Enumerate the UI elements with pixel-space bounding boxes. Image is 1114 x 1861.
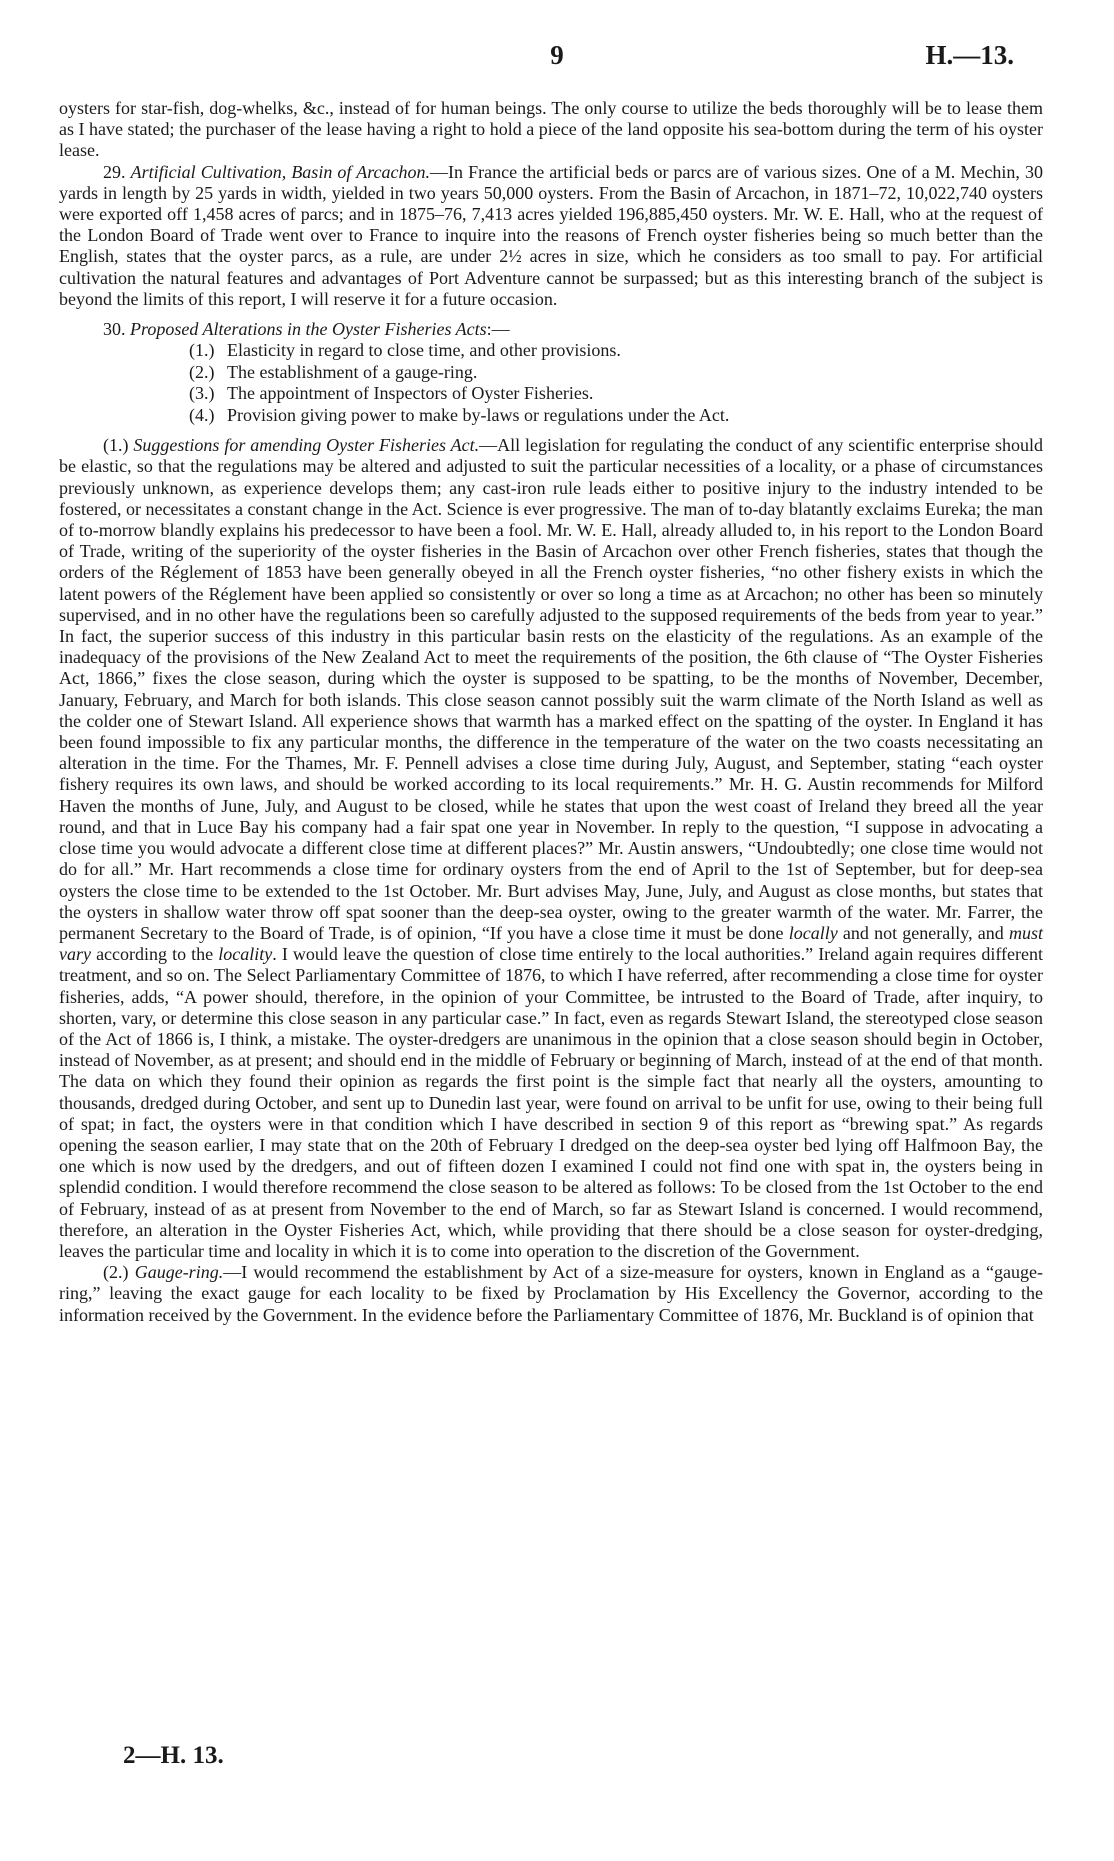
list-item-number: (1.) xyxy=(189,340,215,361)
section-title: Artificial Cultivation, Basin of Arcachon. xyxy=(130,161,431,182)
emphasis: locally xyxy=(788,922,838,943)
list-item-text: Elasticity in regard to close time, and other provisions. xyxy=(227,340,621,361)
list-item-text: The establishment of a gauge-ring. xyxy=(227,361,478,382)
list-item xyxy=(59,340,1043,362)
paragraph-gauge-ring xyxy=(59,1262,1043,1326)
list-item xyxy=(59,405,1043,427)
paragraph-suggestions xyxy=(59,435,1043,1262)
paragraph-text: —All legislation for regulating the conduct of any scientific enterprise should be elastic, so that the regulations may be altered and adjusted to suit the particular necessities of a locality, or a phase of circumstances previously unknown, as experience develops them; any cast-iron rule leads either to positive injury to the industry intended to be fostered, or necessitates a constant change in the Act. Science is ever progressive. The man of to-day blatantly exclaims Eureka; the man of to-morrow blandly explains his predecessor to have been a fool. Mr. W. E. Hall, already alluded to, in his report to the London Board of Trade, writing of the superiority of the oyster fisheries in the Basin of Arcachon over other French fisheries, states that though the orders of the Réglement of 1853 have been generally obeyed in all the French oyster fisheries, “no other fishery exists in which the latent powers of the Réglement have been applied so consistently or over so long a time as at Arcachon; no other has been so minutely supervised, and in no other have the regulations been so carefully adjusted to the supposed requirements of the beds from year to year.” In fact, the superior success of this industry in this particular basin rests on the elasticity of the regulations. As an example of the inadequacy of the provisions of the New Zealand Act to meet the requirements of the position, the 6th clause of “The Oyster Fisheries Act, 1866,” fixes the close season, during which the oyster is supposed to be spatting, to be the months of November, December, January, February, and March for both islands. This close season cannot possibly suit the warm climate of the North Island as well as the colder one of Stewart Island. All experience shows that warmth has a marked effect on the spatting of the oyster. In England it has been found impossible to fix any particular months, the difference in the temperature of the water on the two coasts necessitating an alteration in the time. For the Thames, Mr. F. Pennell advises a close time during July, August, and September, stating “each oyster fishery requires its own laws, and should be worked according to its local requirements.” Mr. H. G. Austin recommends for Milford Haven the months of June, July, and August to be closed, while he states that upon the west coast of Ireland they breed all the year round, and that in Luce Bay his company had a fair spat one year in November. In reply to the question, “I suppose in advocating a close time you would advocate a different close time at different places?” Mr. Austin answers, “Undoubtedly; one close time would not do for all.” Mr. Hart recommends a close time for ordinary oysters from the end of April to the 1st of September, but for deep-sea oysters the close time to be extended to the 1st October. Mr. Burt advises May, June, July, and August as close months, but states that the oysters in shallow water throw off spat sooner than the deep-sea oyster, owing to the greater warmth of the water. Mr. Farrer, the permanent Secretary to the Board of Trade, is of opinion, “If you have a close time it must be done xyxy=(59,435,1043,943)
proposals-list xyxy=(59,340,1043,426)
paragraph-text: and not generally, and xyxy=(837,922,1009,943)
list-item xyxy=(59,383,1043,405)
list-item-text: The appointment of Inspectors of Oyster Fisheries. xyxy=(227,383,594,404)
paragraph-text: . I would leave the question of close time entirely to the local authorities.” Ireland again requires different treatment, and so on. The Select Parliamentary Committee of 1876, to which I have referred, after recommending a close time for oyster fisheries, adds, “A power should, therefore, in the opinion of your Committee, be intrusted to the Board of Trade, after inquiry, to shorten, vary, or determine this close season in any particular case.” In fact, even as regards Stewart Island, the stereotyped close season of the Act of 1866 is, I think, a mistake. The oyster-dredgers are unanimous in the opinion that a close season should begin in October, instead of November, as at present; and should end in the middle of February or beginning of March, instead of at the end of that month. The data on which they found their opinion as regards the first point is the simple fact that nearly all the oysters, amounting to thousands, dredged during October, and sent up to Dunedin last year, were found on arrival to be unfit for use, owing to their being full of spat; in fact, the oysters were in that condition which I have described in section 9 of this report as “brewing spat.” As regards opening the season earlier, I may state that on the 20th of February I dredged on the deep-sea oyster bed lying off Halfmoon Bay, the one which is now used by the dredgers, and out of fifteen dozen I examined I could not find one with spat in, the oysters being in splendid condition. I would therefore recommend the close season to be altered as follows: To be closed from the 1st October to the end of February, instead of as at present from November to the end of March, so far as Stewart Island is concerned. I would recommend, therefore, an alteration in the Oyster Fisheries Act, which, while providing that there should be a close season for oyster-dredging, leaves the particular time and locality in which it is to come into operation to the discretion of the Government. xyxy=(59,944,1043,1261)
paragraph-text: —I would recommend the establishment by Act of a size-measure for oysters, known in England as a “gauge-ring,” leaving the exact gauge for each locality to be fixed by Proclamation by His Excellency the Governor, according to the information received by the Government. In the evidence before the Parliamentary Committee of 1876, Mr. Buckland is of opinion that xyxy=(59,1262,1043,1325)
signature-mark: 2—H. 13. xyxy=(123,1742,224,1769)
paragraph-29 xyxy=(59,162,1043,310)
section-number: 29. xyxy=(103,161,131,182)
list-item-text: Provision giving power to make by-laws or regulations under the Act. xyxy=(227,404,730,425)
list-item-number: (3.) xyxy=(189,383,215,404)
emphasis: must vary xyxy=(59,922,1043,965)
body-text xyxy=(59,98,1043,1326)
subsection-number: (1.) xyxy=(103,435,134,456)
paragraph-text: according to the xyxy=(90,944,219,965)
page-number: 9 xyxy=(550,40,564,70)
section-title: Proposed Alterations in the Oyster Fisheries Acts xyxy=(130,319,487,340)
list-item xyxy=(59,362,1043,384)
paragraph-continued: oysters for star-fish, dog-whelks, &c., instead of for human beings. The only course to utilize the beds thoroughly will be to lease them as I have stated; the purchaser of the lease having a right to hold a piece of the land opposite his sea-bottom during the term of his oyster lease. xyxy=(59,98,1043,161)
subsection-title: Gauge-ring. xyxy=(134,1262,224,1283)
list-item-number: (2.) xyxy=(189,361,215,382)
document-reference: H.—13. xyxy=(925,40,1014,70)
list-item-number: (4.) xyxy=(189,404,215,425)
emphasis: locality xyxy=(218,944,273,965)
section-title-suffix: :— xyxy=(486,319,510,340)
section-number: 30. xyxy=(103,319,130,340)
paragraph-text: —In France the artificial beds or parcs are of various sizes. One of a M. Mechin, 30 yards in length by 25 yards in width, yielded in two years 50,000 oysters. From the Basin of Arcachon, in 1871–72, 10,022,740 oysters were exported off 1,458 acres of parcs; and in 1875–76, 7,413 acres yielded 196,885,450 oysters. Mr. W. E. Hall, who at the request of the London Board of Trade went over to France to inquire into the reasons of French oyster fisheries being so much better than the English, states that the oyster parcs, as a rule, are under 2½ acres in size, which he considers as too small to pay. For artificial cultivation the natural features and advantages of Port Adventure cannot be surpassed; but as this interesting branch of the subject is beyond the limits of this report, I will reserve it for a future occasion. xyxy=(59,161,1043,309)
subsection-title: Suggestions for amending Oyster Fisheries Act. xyxy=(133,435,480,456)
subsection-number: (2.) xyxy=(103,1262,135,1283)
section-30-heading xyxy=(59,319,1043,340)
